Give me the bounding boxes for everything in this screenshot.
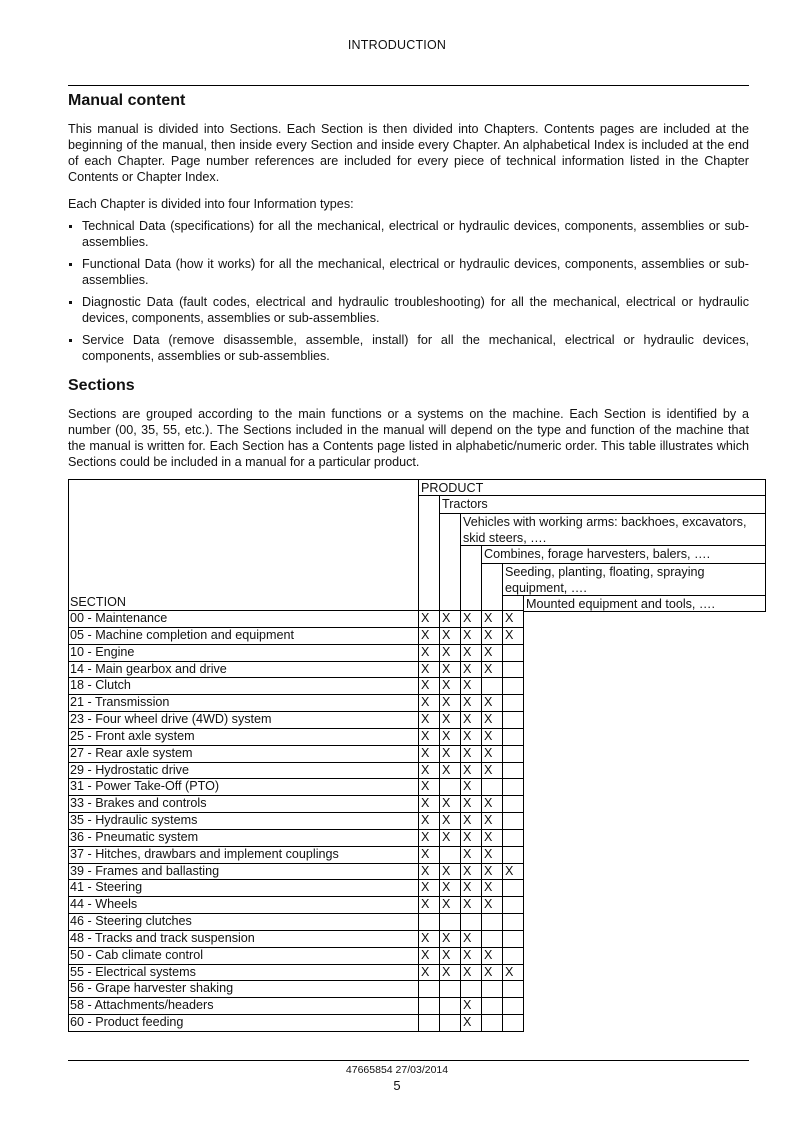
table-cell-mark: X <box>463 762 472 777</box>
sections-paragraph: Sections are grouped according to the main functions or a systems on the machine. Each Section is identified by a number (00, 35, 55, etc.). The Sections included in the manual will depend on the type and function of the machine that the manual is written for. Each Section has a Contents page listed in alphabetic/numeric order. This table illustrates which Sections could be included in a manual for a particular product. <box>68 407 749 469</box>
table-cell-mark: X <box>484 829 493 844</box>
table-cell-mark: X <box>442 897 451 912</box>
table-cell-mark: X <box>421 712 430 727</box>
table-cell-mark: X <box>421 846 430 861</box>
table-cell-mark: X <box>421 627 430 642</box>
table-row-section: 10 - Engine <box>70 644 135 659</box>
table-cell-mark: X <box>421 745 430 760</box>
table-cell-mark: X <box>421 897 430 912</box>
table-cell-mark: X <box>505 964 514 979</box>
table-cell-mark: X <box>421 779 430 794</box>
table-cell-mark: X <box>463 930 472 945</box>
table-row-section: 58 - Attachments/headers <box>70 998 214 1013</box>
table-cell-mark: X <box>505 611 514 625</box>
product-column-header: Tractors <box>442 497 488 511</box>
table-left-border <box>68 479 69 1031</box>
table-cell-mark: X <box>484 964 493 979</box>
table-cell-mark: X <box>463 880 472 895</box>
table-cell-mark: X <box>463 846 472 861</box>
table-cell-mark: X <box>484 846 493 861</box>
table-cell-mark: X <box>484 796 493 811</box>
table-cell-mark: X <box>484 644 493 659</box>
table-row-section: 39 - Frames and ballasting <box>70 863 220 878</box>
table-cell-mark: X <box>463 947 472 962</box>
table-row-section: 18 - Clutch <box>70 678 131 693</box>
sections-heading: Sections <box>68 377 135 394</box>
table-row-section: 21 - Transmission <box>70 695 170 710</box>
table-cell-mark: X <box>421 863 430 878</box>
table-cell-mark: X <box>442 762 451 777</box>
table-cell-mark: X <box>484 947 493 962</box>
table-cell-mark: X <box>442 964 451 979</box>
table-cell-mark: X <box>421 762 430 777</box>
table-row-section: 36 - Pneumatic system <box>70 829 199 844</box>
information-types-list <box>68 218 749 370</box>
table-cell-mark: X <box>463 661 472 676</box>
table-cell-mark: X <box>421 964 430 979</box>
table-row-section: 35 - Hydraulic systems <box>70 813 198 828</box>
table-cell-mark: X <box>421 695 430 710</box>
table-cell-mark: X <box>463 644 472 659</box>
table-row-section: 31 - Power Take-Off (PTO) <box>70 779 220 794</box>
table-row-section: 48 - Tracks and track suspension <box>70 930 255 945</box>
list-item: Diagnostic Data (fault codes, electrical and hydraulic troubleshooting) for all the mechanical, electrical or hydraulic devices, components, assemblies or sub-assemblies. <box>68 294 749 326</box>
list-item: Service Data (remove disassemble, assemble, install) for all the mechanical, electrical or hydraulic devices, components, assemblies or sub-assemblies. <box>68 332 749 364</box>
table-cell-mark: X <box>463 627 472 642</box>
table-cell-mark: X <box>421 611 430 625</box>
table-cell-mark: X <box>421 644 430 659</box>
table-cell-mark: X <box>421 728 430 743</box>
table-cell-mark: X <box>463 712 472 727</box>
table-cell-mark: X <box>484 897 493 912</box>
table-cell-mark: X <box>484 611 493 625</box>
table-cell-mark: X <box>463 813 472 828</box>
product-column-divider <box>481 545 482 1031</box>
table-row-section: 46 - Steering clutches <box>70 914 192 929</box>
table-cell-mark: X <box>421 880 430 895</box>
table-cell-mark: X <box>442 611 451 625</box>
table-cell-mark: X <box>505 863 514 878</box>
table-row-section: 29 - Hydrostatic drive <box>70 762 189 777</box>
table-row-section: 60 - Product feeding <box>70 1015 184 1030</box>
table-cell-mark: X <box>463 1015 472 1030</box>
information-types-intro: Each Chapter is divided into four Information types: <box>68 197 354 211</box>
table-row-section: 41 - Steering <box>70 880 143 895</box>
table-cell-mark: X <box>463 728 472 743</box>
table-cell-mark: X <box>484 813 493 828</box>
list-item: Technical Data (specifications) for all the mechanical, electrical or hydraulic devices, components, assemblies or sub-assemblies. <box>68 218 749 250</box>
table-cell-mark: X <box>442 661 451 676</box>
table-row-section: 37 - Hitches, drawbars and implement couplings <box>70 846 339 861</box>
table-cell-mark: X <box>463 897 472 912</box>
table-cell-mark: X <box>421 947 430 962</box>
product-column-divider <box>502 563 503 1031</box>
table-row-section: 27 - Rear axle system <box>70 745 193 760</box>
table-row-section: 50 - Cab climate control <box>70 947 203 962</box>
table-cell-mark: X <box>421 930 430 945</box>
table-cell-mark: X <box>463 695 472 710</box>
table-cell-mark: X <box>442 627 451 642</box>
table-cell-mark: X <box>484 728 493 743</box>
table-cell-mark: X <box>442 813 451 828</box>
table-row-section: 33 - Brakes and controls <box>70 796 207 811</box>
table-row-section: 14 - Main gearbox and drive <box>70 661 227 676</box>
product-column-header: Mounted equipment and tools, …. <box>526 597 716 611</box>
product-column-header: Vehicles with working arms: backhoes, excavators, <box>463 515 747 529</box>
table-cell-mark: X <box>442 947 451 962</box>
table-cell-mark: X <box>442 712 451 727</box>
table-cell-mark: X <box>442 930 451 945</box>
manual-content-paragraph: This manual is divided into Sections. Each Section is then divided into Chapters. Contents pages are included at the beginning of the manual, then inside every Section and inside every Chapter. An alphabetical Index is included at the end of each Chapter. Page number references are included for every piece of technical information listed in the Chapter Contents or Chapter Index. <box>68 122 749 184</box>
table-row-section: 44 - Wheels <box>70 897 138 912</box>
table-cell-mark: X <box>421 796 430 811</box>
table-cell-mark: X <box>442 796 451 811</box>
table-row-section: 23 - Four wheel drive (4WD) system <box>70 712 272 727</box>
table-cell-mark: X <box>484 712 493 727</box>
table-cell-mark: X <box>442 728 451 743</box>
table-cell-mark: X <box>463 964 472 979</box>
table-cell-mark: X <box>484 745 493 760</box>
table-cell-mark: X <box>442 829 451 844</box>
document-reference: 47665854 27/03/2014 <box>345 1064 449 1076</box>
product-column-divider <box>460 513 461 1031</box>
product-column-header: equipment, …. <box>505 581 587 595</box>
table-cell-mark: X <box>463 796 472 811</box>
table-top-border <box>68 479 766 480</box>
table-cell-mark: X <box>463 998 472 1013</box>
product-column-header: Seeding, planting, floating, spraying <box>505 565 705 579</box>
table-cell-mark: X <box>421 678 430 693</box>
table-cell-mark: X <box>421 813 430 828</box>
table-cell-mark: X <box>484 762 493 777</box>
table-cell-mark: X <box>442 745 451 760</box>
table-cell-mark: X <box>484 695 493 710</box>
table-cell-mark: X <box>463 829 472 844</box>
table-cell-mark: X <box>463 745 472 760</box>
list-item: Functional Data (how it works) for all the mechanical, electrical or hydraulic devices, components, assemblies or sub-assemblies. <box>68 256 749 288</box>
sections-product-table <box>68 479 766 1031</box>
table-row-rule <box>68 1031 524 1032</box>
table-cell-mark: X <box>484 627 493 642</box>
table-cell-mark: X <box>442 880 451 895</box>
section-header: SECTION <box>70 595 126 609</box>
table-row-section: 25 - Front axle system <box>70 728 195 743</box>
table-cell-mark: X <box>442 695 451 710</box>
table-cell-mark: X <box>463 611 472 625</box>
header-rule <box>68 85 749 86</box>
footer-rule <box>68 1060 749 1061</box>
section-column-divider <box>418 479 419 1031</box>
table-row-section: 00 - Maintenance <box>70 611 168 625</box>
table-cell-mark: X <box>442 678 451 693</box>
product-column-header: skid steers, …. <box>463 531 547 545</box>
table-cell-mark: X <box>463 779 472 794</box>
table-cell-mark: X <box>484 863 493 878</box>
table-cell-mark: X <box>442 863 451 878</box>
table-cell-mark: X <box>421 661 430 676</box>
product-column-header: Combines, forage harvesters, balers, …. <box>484 547 711 561</box>
product-column-divider <box>439 495 440 1031</box>
table-cell-mark: X <box>463 678 472 693</box>
table-cell-mark: X <box>421 829 430 844</box>
table-row-section: 56 - Grape harvester shaking <box>70 981 234 996</box>
table-cell-mark: X <box>505 627 514 642</box>
table-row-rule <box>68 677 524 678</box>
manual-content-heading: Manual content <box>68 92 186 109</box>
table-row-section: 55 - Electrical systems <box>70 964 196 979</box>
table-cell-mark: X <box>484 880 493 895</box>
page-number: 5 <box>393 1078 401 1093</box>
table-cell-mark: X <box>463 863 472 878</box>
table-row-rule <box>68 644 524 645</box>
table-row-section: 05 - Machine completion and equipment <box>70 627 295 642</box>
product-header: PRODUCT <box>421 481 484 495</box>
table-cell-mark: X <box>442 644 451 659</box>
page-header-title: INTRODUCTION <box>347 38 447 52</box>
table-cell-mark: X <box>484 661 493 676</box>
